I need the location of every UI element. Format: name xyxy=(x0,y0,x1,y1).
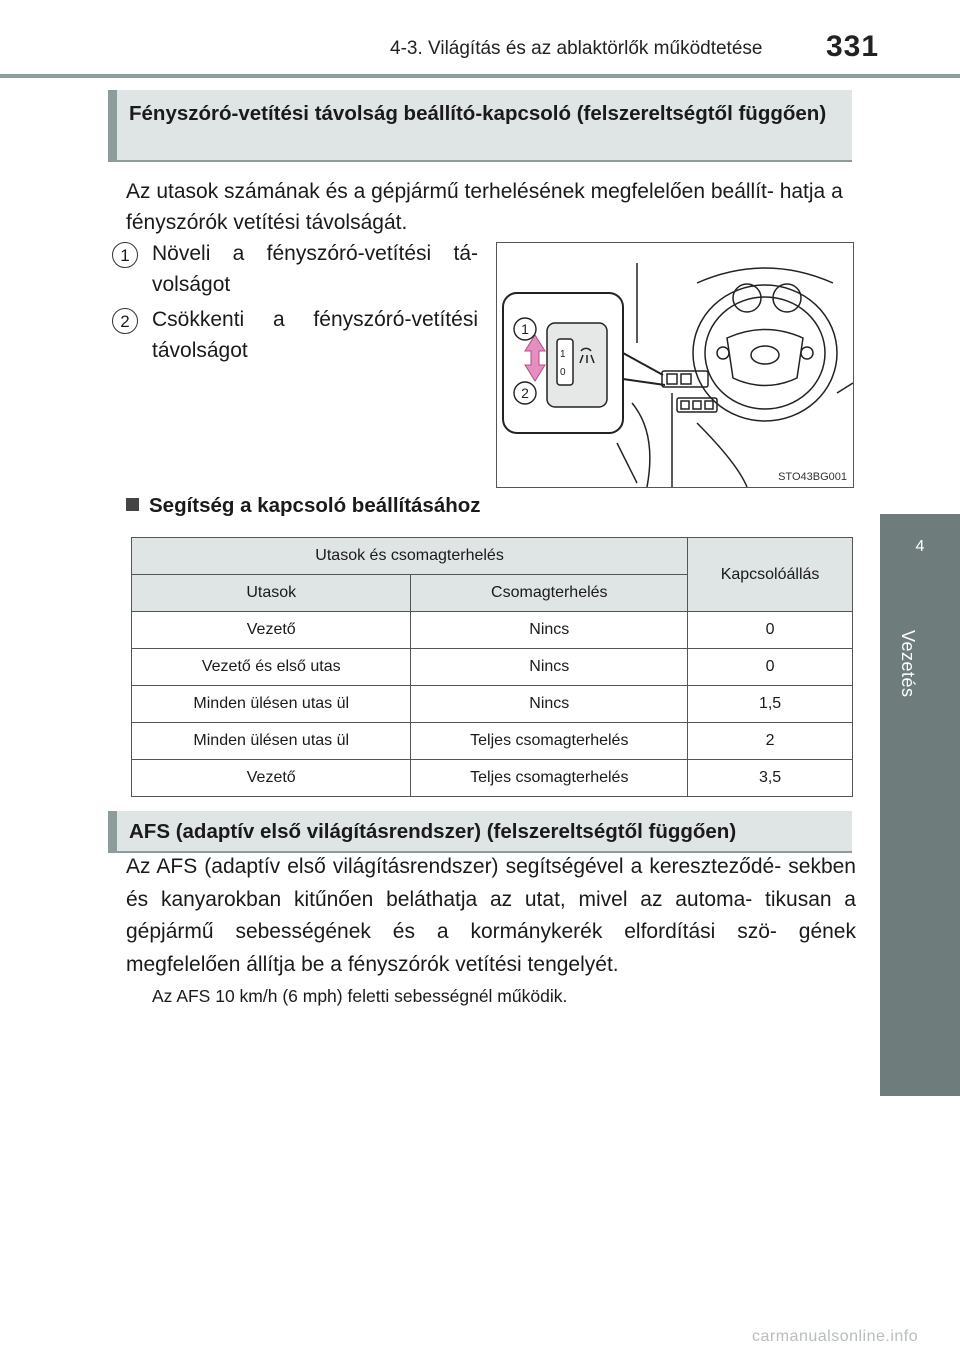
afs-note: Az AFS 10 km/h (6 mph) feletti sebességnél működik. xyxy=(152,986,568,1006)
load-setting-table xyxy=(131,537,853,797)
item-number-badge: 2 xyxy=(112,308,138,334)
table-row xyxy=(132,723,853,760)
cell-cargo: Nincs xyxy=(411,612,688,649)
dashboard-drawing xyxy=(497,243,853,487)
item-number-badge: 1 xyxy=(112,242,138,268)
chapter-tab-number: 4 xyxy=(915,538,925,555)
cell-cargo: Nincs xyxy=(411,686,688,723)
figure-code: STO43BG001 xyxy=(778,471,847,483)
callout-2: 2 xyxy=(521,385,529,401)
chapter-tab-strip xyxy=(880,596,960,1096)
running-header-title: 4-3. Világítás és az ablaktörlők működtetése xyxy=(390,38,763,59)
subsection-heading xyxy=(126,494,481,518)
chapter-tab-label: Vezetés xyxy=(898,630,918,698)
subsection-heading-text: Segítség a kapcsoló beállításához xyxy=(149,494,481,517)
cell-position: 0 xyxy=(688,649,853,686)
cell-passengers: Vezető xyxy=(132,760,411,797)
header-rule xyxy=(0,74,960,78)
cell-passengers: Minden ülésen utas ül xyxy=(132,686,411,723)
callout-1: 1 xyxy=(521,321,529,337)
section-heading-afs: AFS (adaptív első világításrendszer) (felszereltségtől függően) xyxy=(108,811,852,853)
cell-cargo: Teljes csomagterhelés xyxy=(411,760,688,797)
table-col-position: Kapcsolóállás xyxy=(688,538,853,612)
cell-passengers: Minden ülésen utas ül xyxy=(132,723,411,760)
switch-mark-bottom: 0 xyxy=(560,367,566,378)
table-col-passengers: Utasok xyxy=(132,575,411,612)
section-heading-headlight-leveling: Fényszóró-vetítési távolság beállító-kapcsoló (felszereltségtől függően) xyxy=(108,90,852,162)
table-col-cargo: Csomagterhelés xyxy=(411,575,688,612)
table-header-row xyxy=(132,538,853,575)
table-row xyxy=(132,760,853,797)
switch-mark-top: 1 xyxy=(560,349,566,360)
section-intro-text: Az utasok számának és a gépjármű terhelésének megfelelően beállít- hatja a fényszórók vetítési távolságát. xyxy=(126,180,843,234)
table-row xyxy=(132,612,853,649)
afs-body-text: Az AFS (adaptív első világításrendszer) segítségével a kereszteződé- sekben és kanyarokban kitűnően beláthatja az utat, mivel az automa- tikusan a gépjármű sebességének és a kormánykerék elfordítási szö- gének megfelelően állítja be a fényszórók vetítési tengelyét. xyxy=(126,855,856,976)
cell-position: 0 xyxy=(688,612,853,649)
cell-passengers: Vezető xyxy=(132,612,411,649)
cell-passengers: Vezető és első utas xyxy=(132,649,411,686)
cell-position: 2 xyxy=(688,723,853,760)
watermark: carmanualsonline.info xyxy=(752,1328,919,1345)
dashboard-illustration xyxy=(496,242,854,488)
table-row xyxy=(132,649,853,686)
cell-cargo: Nincs xyxy=(411,649,688,686)
chapter-tab xyxy=(880,514,960,596)
item-text: Csökkenti a fényszóró-vetítési távolságot xyxy=(152,308,478,362)
cell-position: 3,5 xyxy=(688,760,853,797)
square-bullet-icon xyxy=(126,498,139,511)
cell-position: 1,5 xyxy=(688,686,853,723)
page-number: 331 xyxy=(826,30,880,63)
item-text: Növeli a fényszóró-vetítési tá- volságot xyxy=(152,242,478,296)
table-group-header: Utasok és csomagterhelés xyxy=(132,538,688,575)
table-row xyxy=(132,686,853,723)
cell-cargo: Teljes csomagterhelés xyxy=(411,723,688,760)
